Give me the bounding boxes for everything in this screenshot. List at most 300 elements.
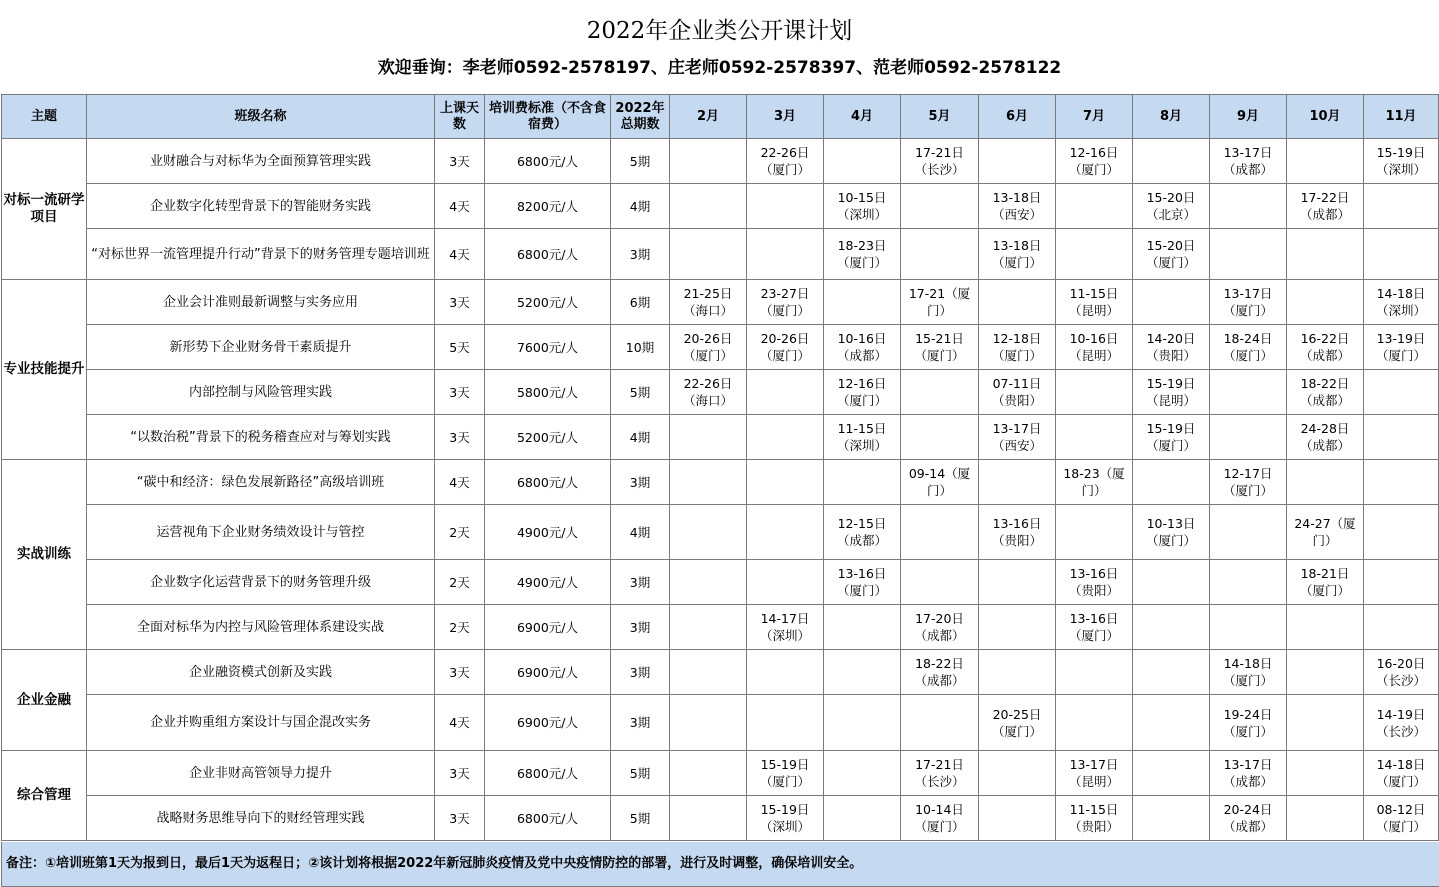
fee-cell: 4900元/人 — [485, 505, 611, 560]
fee-cell: 5800元/人 — [485, 370, 611, 415]
month-session-cell — [1210, 325, 1287, 370]
session-text: （长沙） — [1375, 673, 1426, 688]
session-text: 14-17日 — [760, 611, 810, 626]
month-session-cell — [824, 415, 901, 460]
month-session-cell — [1210, 370, 1287, 415]
month-session-cell — [1056, 184, 1133, 229]
month-session-cell — [1287, 751, 1364, 796]
total-sessions-cell: 3期 — [611, 650, 670, 695]
month-session-cell — [670, 650, 747, 695]
month-session-cell — [824, 325, 901, 370]
table-row — [2, 139, 1439, 184]
session-text: （昆明） — [1068, 774, 1119, 789]
days-cell: 4天 — [435, 184, 485, 229]
session-text: 24-27（厦门） — [1294, 516, 1356, 548]
header-month: 5月 — [901, 95, 979, 139]
month-session-cell — [1056, 505, 1133, 560]
month-session-cell — [979, 796, 1056, 841]
total-sessions-cell: 3期 — [611, 229, 670, 280]
session-text: （贵阳） — [1068, 583, 1119, 598]
session-text: （厦门） — [1145, 533, 1196, 548]
month-session-cell — [979, 325, 1056, 370]
month-session-cell — [1210, 280, 1287, 325]
month-session-cell — [1133, 751, 1210, 796]
table-row — [2, 184, 1439, 229]
theme-cell: 企业金融 — [2, 650, 87, 751]
month-session-cell — [1364, 605, 1439, 650]
header-total: 2022年总期数 — [611, 95, 670, 139]
session-text: 13-16日 — [1069, 611, 1119, 626]
month-session-cell — [979, 184, 1056, 229]
session-text: （深圳） — [759, 819, 810, 834]
session-text: 23-27日 — [760, 286, 810, 301]
session-text: （厦门） — [759, 303, 810, 318]
month-session-cell — [1287, 280, 1364, 325]
month-session-cell — [747, 370, 824, 415]
session-text: 24-28日 — [1300, 421, 1350, 436]
header-fee: 培训费标准（不含食宿费） — [485, 95, 611, 139]
course-name-cell: “对标世界一流管理提升行动”背景下的财务管理专题培训班 — [87, 229, 435, 280]
session-text: 17-21（厦门） — [908, 286, 971, 318]
session-text: （长沙） — [914, 162, 965, 177]
course-name-cell: 企业数字化转型背景下的智能财务实践 — [87, 184, 435, 229]
month-session-cell — [670, 370, 747, 415]
contact-info: 欢迎垂询：李老师0592-2578197、庄老师0592-2578397、范老师0592-2578122 — [377, 58, 1062, 78]
days-cell: 3天 — [435, 751, 485, 796]
month-session-cell — [1210, 229, 1287, 280]
session-text: （西安） — [991, 438, 1042, 453]
session-text: 13-17日 — [992, 421, 1042, 436]
days-cell: 2天 — [435, 505, 485, 560]
session-text: 14-19日 — [1376, 706, 1426, 722]
month-session-cell — [824, 139, 901, 184]
month-session-cell — [1364, 695, 1439, 751]
session-text: 15-19日 — [760, 757, 810, 772]
session-text: （昆明） — [1068, 348, 1119, 363]
month-session-cell — [1133, 560, 1210, 605]
month-session-cell — [747, 139, 824, 184]
table-row — [2, 695, 1439, 751]
month-session-cell — [979, 505, 1056, 560]
month-session-cell — [1287, 505, 1364, 560]
total-sessions-cell: 4期 — [611, 415, 670, 460]
month-session-cell — [979, 650, 1056, 695]
total-sessions-cell: 5期 — [611, 796, 670, 841]
month-session-cell — [670, 229, 747, 280]
session-text: 22-26日 — [683, 376, 733, 391]
days-cell: 2天 — [435, 605, 485, 650]
month-session-cell — [1133, 505, 1210, 560]
month-session-cell — [1210, 695, 1287, 751]
header-month: 7月 — [1056, 95, 1133, 139]
month-session-cell — [901, 796, 979, 841]
month-session-cell — [824, 370, 901, 415]
session-text: 12-18日 — [992, 331, 1042, 346]
days-cell: 3天 — [435, 415, 485, 460]
session-text: 09-14（厦门） — [908, 466, 971, 498]
session-text: 18-22日 — [1300, 376, 1350, 391]
session-text: （厦门） — [991, 723, 1042, 739]
month-session-cell — [1056, 695, 1133, 751]
month-session-cell — [1287, 139, 1364, 184]
month-session-cell — [901, 184, 979, 229]
session-text: 10-13日 — [1146, 516, 1196, 531]
month-session-cell — [901, 605, 979, 650]
session-text: （海口） — [682, 393, 733, 408]
session-text: （厦门） — [1145, 438, 1196, 453]
month-session-cell — [670, 325, 747, 370]
session-text: （贵阳） — [991, 533, 1042, 548]
session-text: （厦门） — [682, 348, 733, 363]
session-text: （厦门） — [759, 774, 810, 789]
session-text: （厦门） — [1222, 303, 1273, 318]
total-sessions-cell: 4期 — [611, 184, 670, 229]
session-text: 13-16日 — [992, 516, 1042, 531]
session-text: 10-14日 — [915, 802, 964, 817]
course-name-cell: 企业会计准则最新调整与实务应用 — [87, 280, 435, 325]
month-session-cell — [824, 560, 901, 605]
month-session-cell — [1287, 415, 1364, 460]
month-session-cell — [1287, 605, 1364, 650]
month-session-cell — [824, 650, 901, 695]
session-text: 15-19日 — [1376, 145, 1426, 160]
session-text: 15-21日 — [915, 331, 964, 346]
month-session-cell — [1133, 460, 1210, 505]
month-session-cell — [901, 751, 979, 796]
course-name-cell: 业财融合与对标华为全面预算管理实践 — [87, 139, 435, 184]
month-session-cell — [1287, 229, 1364, 280]
total-sessions-cell: 6期 — [611, 280, 670, 325]
session-text: 14-18日 — [1376, 757, 1426, 772]
total-sessions-cell: 10期 — [611, 325, 670, 370]
session-text: 14-18日 — [1223, 656, 1273, 671]
month-session-cell — [1364, 139, 1439, 184]
session-text: 21-25日 — [683, 286, 733, 301]
table-row — [2, 505, 1439, 560]
session-text: （厦门） — [759, 348, 810, 363]
month-session-cell — [747, 460, 824, 505]
month-session-cell — [1056, 796, 1133, 841]
month-session-cell — [824, 505, 901, 560]
days-cell: 4天 — [435, 229, 485, 280]
month-session-cell — [824, 229, 901, 280]
session-text: 13-18日 — [992, 238, 1042, 253]
session-text: （厦门） — [1375, 774, 1426, 789]
month-session-cell — [1056, 460, 1133, 505]
header-course: 班级名称 — [87, 95, 435, 139]
month-session-cell — [747, 325, 824, 370]
month-session-cell — [1133, 695, 1210, 751]
session-text: （厦门） — [836, 255, 887, 270]
month-session-cell — [1364, 650, 1439, 695]
session-text: 18-24日 — [1223, 331, 1273, 346]
month-session-cell — [1287, 460, 1364, 505]
month-session-cell — [670, 415, 747, 460]
session-text: 16-22日 — [1300, 331, 1350, 346]
month-session-cell — [1056, 229, 1133, 280]
month-session-cell — [1210, 650, 1287, 695]
table-row — [2, 650, 1439, 695]
session-text: 20-26日 — [683, 331, 733, 346]
fee-cell: 6900元/人 — [485, 650, 611, 695]
session-text: （厦门） — [914, 819, 965, 834]
session-text: 14-20日 — [1146, 331, 1196, 346]
session-text: （厦门） — [914, 348, 965, 363]
session-text: （厦门） — [1222, 483, 1273, 498]
days-cell: 3天 — [435, 796, 485, 841]
month-session-cell — [901, 650, 979, 695]
month-session-cell — [1287, 650, 1364, 695]
session-text: （贵阳） — [1068, 819, 1119, 834]
month-session-cell — [1287, 695, 1364, 751]
total-sessions-cell: 5期 — [611, 370, 670, 415]
fee-cell: 6800元/人 — [485, 796, 611, 841]
footnote: 备注：①培训班第1天为报到日，最后1天为返程日；②该计划将根据2022年新冠肺炎疫情及党中央疫情防控的部署，进行及时调整，确保培训安全。 — [1, 842, 1439, 887]
session-text: （厦门） — [836, 393, 887, 408]
session-text: （深圳） — [759, 628, 810, 643]
session-text: （厦门） — [836, 583, 887, 598]
month-session-cell — [979, 370, 1056, 415]
month-session-cell — [1210, 796, 1287, 841]
course-name-cell: 运营视角下企业财务绩效设计与管控 — [87, 505, 435, 560]
session-text: 19-24日 — [1223, 706, 1273, 722]
session-text: （成都） — [836, 533, 887, 548]
session-text: 10-16日 — [837, 331, 887, 346]
month-session-cell — [979, 139, 1056, 184]
month-session-cell — [901, 229, 979, 280]
total-sessions-cell: 3期 — [611, 605, 670, 650]
table-row — [2, 229, 1439, 280]
days-cell: 3天 — [435, 139, 485, 184]
month-session-cell — [747, 796, 824, 841]
month-session-cell — [1133, 184, 1210, 229]
fee-cell: 5200元/人 — [485, 280, 611, 325]
session-text: 12-16日 — [837, 376, 887, 391]
table-row — [2, 460, 1439, 505]
month-session-cell — [1210, 505, 1287, 560]
month-session-cell — [1056, 139, 1133, 184]
session-text: （厦门） — [1068, 162, 1119, 177]
session-text: 18-23日 — [837, 238, 887, 253]
month-session-cell — [901, 139, 979, 184]
month-session-cell — [1364, 184, 1439, 229]
session-text: 18-21日 — [1300, 566, 1350, 581]
month-session-cell — [1056, 370, 1133, 415]
month-session-cell — [1210, 139, 1287, 184]
days-cell: 4天 — [435, 460, 485, 505]
month-session-cell — [1210, 184, 1287, 229]
month-session-cell — [1287, 560, 1364, 605]
fee-cell: 5200元/人 — [485, 415, 611, 460]
month-session-cell — [901, 415, 979, 460]
course-name-cell: 战略财务思维导向下的财经管理实践 — [87, 796, 435, 841]
month-session-cell — [1133, 325, 1210, 370]
fee-cell: 6800元/人 — [485, 139, 611, 184]
month-session-cell — [1056, 415, 1133, 460]
month-session-cell — [747, 505, 824, 560]
session-text: 15-20日 — [1146, 238, 1196, 253]
month-session-cell — [670, 605, 747, 650]
month-session-cell — [1210, 560, 1287, 605]
course-name-cell: “碳中和经济：绿色发展新路径”高级培训班 — [87, 460, 435, 505]
session-text: 11-15日 — [837, 421, 887, 436]
month-session-cell — [824, 184, 901, 229]
course-name-cell: 全面对标华为内控与风险管理体系建设实战 — [87, 605, 435, 650]
days-cell: 3天 — [435, 280, 485, 325]
session-text: 13-16日 — [837, 566, 887, 581]
session-text: （贵阳） — [1145, 348, 1196, 363]
session-text: 20-26日 — [760, 331, 810, 346]
fee-cell: 7600元/人 — [485, 325, 611, 370]
session-text: （成都） — [1222, 819, 1273, 834]
fee-cell: 6900元/人 — [485, 695, 611, 751]
month-session-cell — [1287, 184, 1364, 229]
header-month: 3月 — [747, 95, 824, 139]
session-text: 13-19日 — [1376, 331, 1426, 346]
session-text: 13-17日 — [1069, 757, 1119, 772]
month-session-cell — [901, 280, 979, 325]
session-text: 10-16日 — [1069, 331, 1119, 346]
month-session-cell — [1364, 751, 1439, 796]
month-session-cell — [1056, 605, 1133, 650]
month-session-cell — [901, 695, 979, 751]
month-session-cell — [1364, 460, 1439, 505]
table-row — [2, 415, 1439, 460]
session-text: （昆明） — [1145, 393, 1196, 408]
session-text: （厦门） — [1068, 628, 1119, 643]
header-month: 10月 — [1287, 95, 1364, 139]
month-session-cell — [1364, 325, 1439, 370]
session-text: （成都） — [836, 348, 887, 363]
month-session-cell — [1210, 460, 1287, 505]
month-session-cell — [824, 605, 901, 650]
course-name-cell: “以数治税”背景下的税务稽查应对与筹划实践 — [87, 415, 435, 460]
header-month: 4月 — [824, 95, 901, 139]
month-session-cell — [670, 139, 747, 184]
month-session-cell — [1133, 650, 1210, 695]
header-row — [2, 95, 1439, 139]
session-text: （厦门） — [759, 162, 810, 177]
table-row — [2, 605, 1439, 650]
month-session-cell — [979, 460, 1056, 505]
days-cell: 3天 — [435, 650, 485, 695]
theme-cell: 对标一流研学项目 — [2, 139, 87, 280]
month-session-cell — [1287, 370, 1364, 415]
session-text: （成都） — [1299, 393, 1350, 408]
days-cell: 2天 — [435, 560, 485, 605]
total-sessions-cell: 3期 — [611, 560, 670, 605]
table-row — [2, 796, 1439, 841]
month-session-cell — [747, 184, 824, 229]
session-text: （成都） — [1299, 348, 1350, 363]
table-row — [2, 751, 1439, 796]
session-text: 12-15日 — [837, 516, 887, 531]
course-name-cell: 企业非财高管领导力提升 — [87, 751, 435, 796]
month-session-cell — [670, 280, 747, 325]
month-session-cell — [979, 695, 1056, 751]
fee-cell: 8200元/人 — [485, 184, 611, 229]
session-text: （厦门） — [1375, 819, 1426, 834]
session-text: （成都） — [914, 628, 965, 643]
total-sessions-cell: 3期 — [611, 460, 670, 505]
session-text: 17-21日 — [915, 145, 964, 160]
month-session-cell — [670, 751, 747, 796]
month-session-cell — [824, 460, 901, 505]
session-text: 17-22日 — [1300, 190, 1350, 205]
theme-cell: 实战训练 — [2, 460, 87, 650]
session-text: 20-24日 — [1223, 802, 1273, 817]
month-session-cell — [747, 751, 824, 796]
month-session-cell — [747, 229, 824, 280]
table-row — [2, 325, 1439, 370]
session-text: 20-25日 — [992, 706, 1042, 722]
session-text: （厦门） — [1222, 723, 1273, 739]
session-text: 13-17日 — [1223, 286, 1273, 301]
month-session-cell — [1364, 560, 1439, 605]
header-month: 11月 — [1364, 95, 1439, 139]
month-session-cell — [670, 505, 747, 560]
session-text: 15-19日 — [1146, 376, 1196, 391]
header-days: 上课天数 — [435, 95, 485, 139]
month-session-cell — [901, 325, 979, 370]
session-text: （深圳） — [1375, 303, 1426, 318]
session-text: （长沙） — [914, 774, 965, 789]
table-row — [2, 370, 1439, 415]
session-text: （成都） — [914, 673, 965, 688]
total-sessions-cell: 3期 — [611, 695, 670, 751]
session-text: （厦门） — [991, 255, 1042, 270]
month-session-cell — [824, 751, 901, 796]
session-text: （海口） — [682, 303, 733, 318]
session-text: 14-18日 — [1376, 286, 1426, 301]
month-session-cell — [1210, 415, 1287, 460]
session-text: 10-15日 — [837, 190, 887, 205]
total-sessions-cell: 4期 — [611, 505, 670, 560]
month-session-cell — [747, 695, 824, 751]
session-text: 13-17日 — [1223, 757, 1273, 772]
session-text: 16-20日 — [1376, 656, 1426, 671]
header-theme: 主题 — [2, 95, 87, 139]
month-session-cell — [747, 415, 824, 460]
course-name-cell: 企业数字化运营背景下的财务管理升级 — [87, 560, 435, 605]
session-text: 07-11日 — [992, 376, 1042, 391]
month-session-cell — [747, 560, 824, 605]
month-session-cell — [979, 560, 1056, 605]
session-text: 12-17日 — [1223, 466, 1273, 481]
month-session-cell — [1210, 605, 1287, 650]
month-session-cell — [1056, 560, 1133, 605]
session-text: （西安） — [991, 207, 1042, 222]
month-session-cell — [1364, 796, 1439, 841]
month-session-cell — [824, 695, 901, 751]
session-text: （深圳） — [836, 207, 887, 222]
session-text: （成都） — [1299, 438, 1350, 453]
month-session-cell — [901, 370, 979, 415]
session-text: 15-20日 — [1146, 190, 1196, 205]
month-session-cell — [1364, 280, 1439, 325]
month-session-cell — [1364, 415, 1439, 460]
session-text: 11-15日 — [1069, 286, 1119, 301]
table-row — [2, 560, 1439, 605]
session-text: 13-18日 — [992, 190, 1042, 205]
schedule-body — [2, 139, 1439, 841]
fee-cell: 6900元/人 — [485, 605, 611, 650]
month-session-cell — [901, 460, 979, 505]
month-session-cell — [747, 280, 824, 325]
session-text: （成都） — [1299, 207, 1350, 222]
days-cell: 4天 — [435, 695, 485, 751]
header-month: 8月 — [1133, 95, 1210, 139]
